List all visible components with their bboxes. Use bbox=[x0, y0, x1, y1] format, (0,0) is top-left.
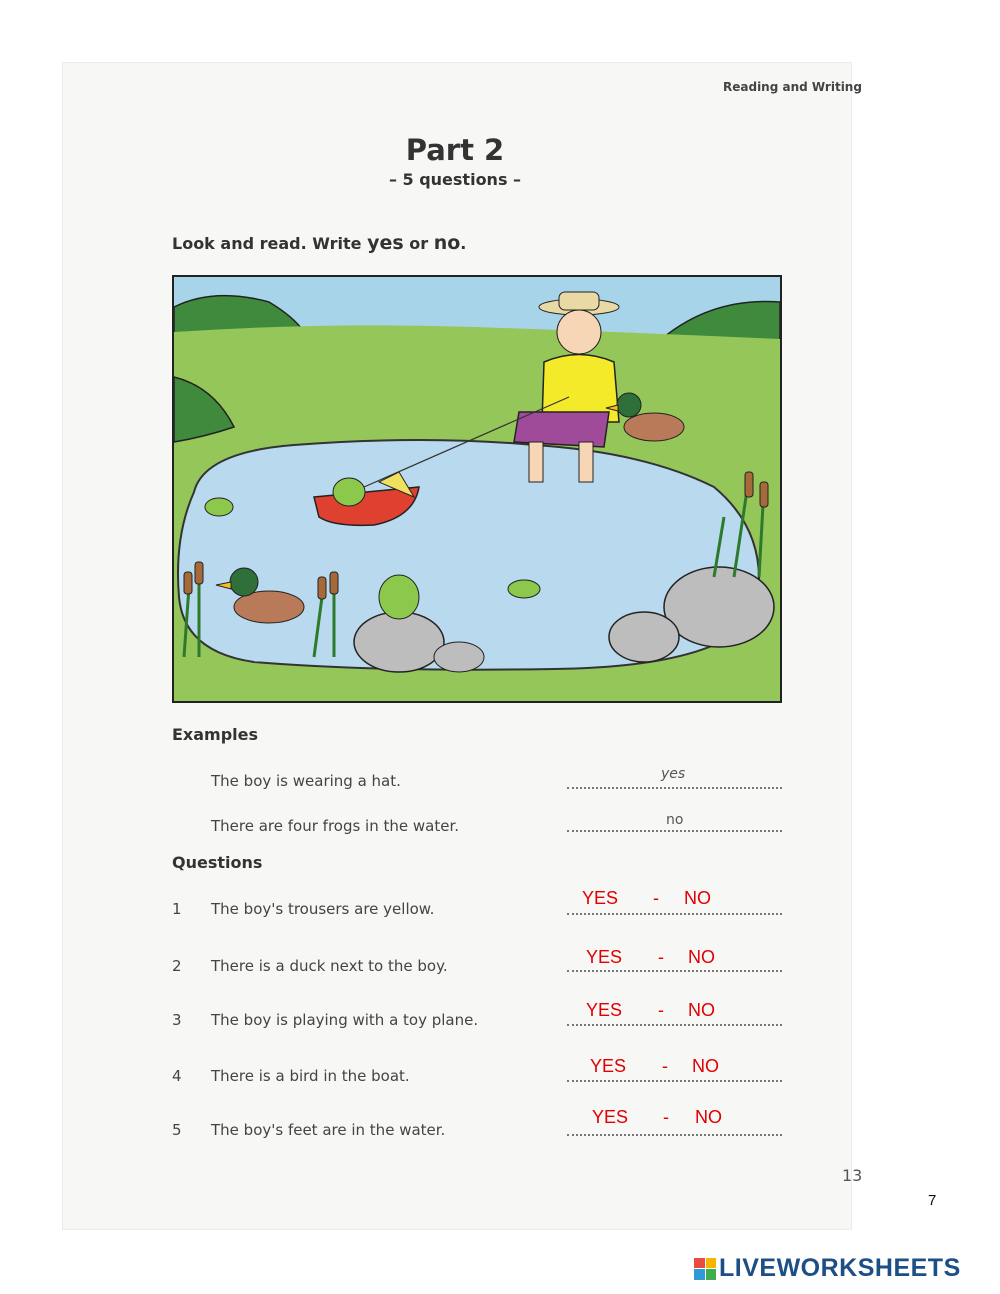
example-answer: no bbox=[666, 812, 684, 828]
liveworksheets-logo bbox=[694, 1254, 961, 1283]
question-row bbox=[0, 888, 1000, 928]
answer-line bbox=[567, 830, 782, 832]
example-row bbox=[0, 812, 1000, 845]
question-text: The boy's trousers are yellow. bbox=[211, 900, 435, 918]
answer-yes-option[interactable]: YES bbox=[582, 888, 619, 908]
answer-separator: - bbox=[658, 947, 664, 967]
answer-no-option[interactable]: NO bbox=[688, 1000, 715, 1020]
answer-no-option[interactable]: NO bbox=[695, 1107, 722, 1127]
answer-line bbox=[567, 1134, 782, 1136]
section-header: Reading and Writing bbox=[723, 80, 862, 94]
question-number: 2 bbox=[172, 957, 182, 975]
instruction-yes: yes bbox=[367, 232, 404, 254]
pond-scene-illustration bbox=[172, 275, 782, 703]
page-number: 7 bbox=[928, 1192, 937, 1209]
instruction-no: no bbox=[433, 232, 461, 254]
question-number: 1 bbox=[172, 900, 182, 918]
question-row bbox=[0, 1107, 1000, 1149]
answer-yes-option[interactable]: YES bbox=[592, 1107, 629, 1127]
questions-heading: Questions bbox=[172, 853, 263, 872]
instruction bbox=[172, 232, 466, 254]
examples-heading: Examples bbox=[172, 725, 259, 744]
frog-swimming-left bbox=[205, 498, 233, 516]
question-number: 5 bbox=[172, 1121, 182, 1139]
frog-swimming-right bbox=[508, 580, 540, 598]
part-title: Part 2 bbox=[405, 133, 505, 167]
answer-separator: - bbox=[663, 1107, 669, 1127]
question-number: 3 bbox=[172, 1011, 182, 1029]
brand-name: LIVEWORKSHEETS bbox=[719, 1254, 961, 1282]
question-text: There is a duck next to the boy. bbox=[211, 957, 448, 975]
answer-line bbox=[567, 1080, 782, 1082]
answer-line bbox=[567, 913, 782, 915]
question-text: There is a bird in the boat. bbox=[211, 1067, 410, 1085]
book-page-number: 13 bbox=[842, 1166, 863, 1185]
example-text: There are four frogs in the water. bbox=[211, 817, 460, 835]
question-text: The boy is playing with a toy plane. bbox=[211, 1011, 479, 1029]
pond-scene-drawing bbox=[174, 277, 780, 701]
instruction-prefix: Look and read. Write bbox=[172, 234, 368, 253]
question-text: The boy's feet are in the water. bbox=[211, 1121, 446, 1139]
example-text: The boy is wearing a hat. bbox=[211, 772, 401, 790]
answer-yes-option[interactable]: YES bbox=[590, 1056, 627, 1076]
instruction-or: or bbox=[403, 234, 434, 253]
example-answer: yes bbox=[661, 766, 686, 782]
question-row bbox=[0, 1056, 1000, 1095]
answer-separator: - bbox=[662, 1056, 668, 1076]
answer-line bbox=[567, 970, 782, 972]
answer-no-option[interactable]: NO bbox=[688, 947, 715, 967]
instruction-suffix: . bbox=[460, 234, 467, 253]
liveworksheets-logo-icon bbox=[694, 1258, 716, 1280]
answer-line bbox=[567, 1024, 782, 1026]
part-subtitle: – 5 questions – bbox=[388, 170, 522, 189]
answer-separator: - bbox=[658, 1000, 664, 1020]
answer-no-option[interactable]: NO bbox=[692, 1056, 719, 1076]
question-row bbox=[0, 1000, 1000, 1039]
answer-separator: - bbox=[653, 888, 659, 908]
example-row bbox=[0, 766, 1000, 800]
answer-line bbox=[567, 787, 782, 789]
rock bbox=[354, 612, 444, 672]
answer-yes-option[interactable]: YES bbox=[586, 947, 623, 967]
question-row bbox=[0, 947, 1000, 985]
answer-yes-option[interactable]: YES bbox=[586, 1000, 623, 1020]
frog-on-rock bbox=[379, 575, 419, 619]
answer-no-option[interactable]: NO bbox=[684, 888, 711, 908]
question-number: 4 bbox=[172, 1067, 182, 1085]
